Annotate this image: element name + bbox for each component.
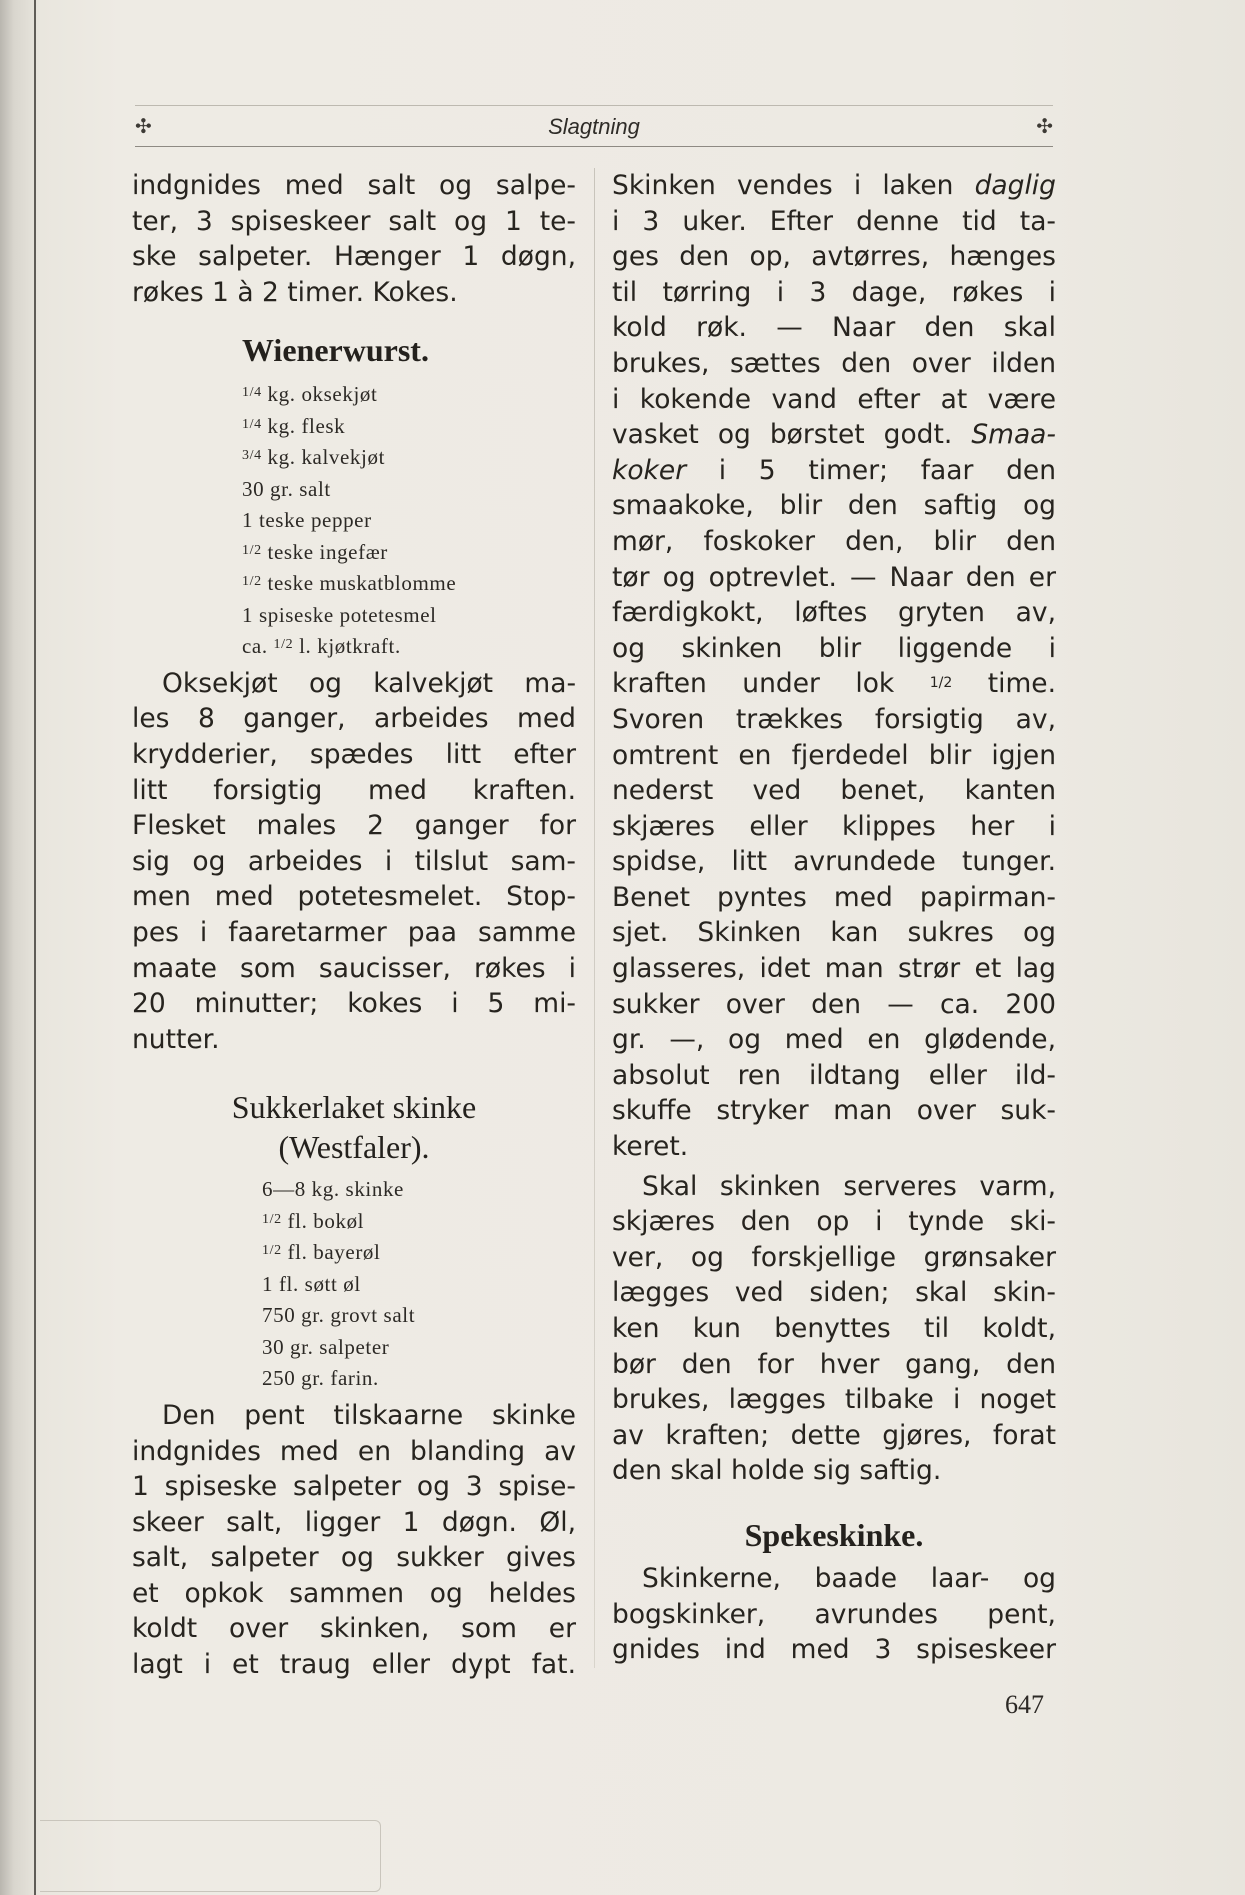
- text-line: Skal skinken serveres varm,: [642, 1170, 1056, 1202]
- text-line: vasket og børstet godt. Smaa-: [612, 419, 1056, 451]
- paragraph-serveres: [612, 1169, 1056, 1489]
- text-line: men med potetesmelet. Stop-: [132, 881, 576, 913]
- ingredient-item: $^{3/4}$ kg. kalvekjøt: [242, 445, 385, 470]
- text-line: Flesket males 2 ganger for: [132, 810, 576, 842]
- ingredient-item: $^{1/4}$ kg. oksekjøt: [242, 382, 378, 407]
- page-number: 647: [1005, 1690, 1044, 1719]
- running-header: [135, 105, 1053, 147]
- binding-edge: [34, 0, 36, 1895]
- text-line: pes i faaretarmer paa samme: [132, 917, 576, 949]
- ingredient-list-sukkerlaket: [262, 1173, 576, 1394]
- text-line: kold røk. — Naar den skal: [612, 312, 1056, 344]
- text-line: kraften under lok 1/2 time.: [612, 668, 1056, 700]
- text-line: skjæres den op i tynde ski-: [612, 1206, 1056, 1238]
- text-line: bør den for hver gang, den: [612, 1348, 1056, 1380]
- ingredient-item: $^{1/4}$ kg. flesk: [242, 413, 346, 438]
- text-line: ter, 3 spiseskeer salt og 1 te-: [132, 205, 576, 237]
- heading-line: (Westfaler).: [278, 1129, 430, 1166]
- text-line: i 3 uker. Efter denne tid ta-: [612, 205, 1056, 237]
- text-line: sjet. Skinken kan sukres og: [612, 917, 1056, 949]
- ingredient-item: ca. $^{1/2}$ l. kjøtkraft.: [242, 634, 401, 659]
- text-line: Skinken vendes i laken daglig: [612, 170, 1056, 201]
- recipe-heading-wienerwurst: Wienerwurst.: [242, 332, 429, 369]
- text-line: Den pent tilskaarne skinke: [162, 1399, 576, 1431]
- heading-line: Sukkerlaket skinke: [231, 1089, 477, 1126]
- running-title: Slagtning: [548, 114, 640, 139]
- text-line: glasseres, idet man strør et lag: [612, 953, 1056, 985]
- page-tab-outline: [40, 1820, 381, 1892]
- text-line: 20 minutter; kokes i 5 mi-: [132, 988, 576, 1020]
- text-line: til tørring i 3 dage, røkes i: [612, 276, 1056, 308]
- ingredient-item: 1 fl. søtt øl: [262, 1271, 361, 1296]
- intro-paragraph: [132, 168, 576, 310]
- text-line: lagt i et traug eller dypt fat.: [132, 1649, 576, 1681]
- text-line: koldt over skinken, som er: [132, 1613, 576, 1645]
- text-line: nederst ved benet, kanten: [612, 775, 1056, 807]
- text-line: gnides ind med 3 spiseskeer: [612, 1634, 1056, 1666]
- text-line: brukes, sættes den over ilden: [612, 347, 1056, 379]
- text-line: maate som saucisser, røkes i: [132, 952, 576, 984]
- text-line: lægges ved siden; skal skin-: [612, 1277, 1056, 1309]
- method-paragraph-wienerwurst: [132, 666, 576, 1058]
- text-line: indgnides med salt og salpe-: [132, 170, 576, 201]
- text-line: tør og optrevlet. — Naar den er: [612, 561, 1056, 593]
- text-line: mør, foskoker den, blir den: [612, 525, 1056, 557]
- text-line: røkes 1 à 2 timer. Kokes.: [132, 276, 458, 308]
- text-line: smaakoke, blir den saftig og: [612, 490, 1056, 522]
- ingredient-item: $^{1/2}$ teske muskatblomme: [242, 571, 457, 596]
- column-divider: [594, 168, 595, 1668]
- text-line: bogskinker, avrundes pent,: [612, 1598, 1056, 1630]
- text-line: ske salpeter. Hænger 1 døgn,: [132, 241, 576, 273]
- ornament-right-icon: ✣: [1036, 114, 1053, 138]
- text-line: og skinken blir liggende i: [612, 632, 1056, 664]
- ingredient-item: 30 gr. salpeter: [262, 1334, 390, 1359]
- ingredient-item: 30 gr. salt: [242, 476, 331, 501]
- text-line: Skinkerne, baade laar- og: [642, 1562, 1056, 1594]
- text-line: nutter.: [132, 1023, 220, 1055]
- ingredient-item: $^{1/2}$ teske ingefær: [242, 539, 388, 564]
- ingredient-item: 1 teske pepper: [242, 508, 372, 533]
- text-line: sig og arbeides i tilslut sam-: [132, 845, 576, 877]
- text-line: gr. —, og med en glødende,: [612, 1024, 1056, 1056]
- ingredient-item: 250 gr. farin.: [262, 1366, 379, 1391]
- text-line: Benet pyntes med papirman-: [612, 881, 1056, 913]
- text-line: absolut ren ildtang eller ild-: [612, 1059, 1056, 1091]
- ingredient-item: 6—8 kg. skinke: [262, 1177, 404, 1202]
- text-line: les 8 ganger, arbeides med: [132, 703, 576, 735]
- recipe-heading-sukkerlaket: [132, 1087, 576, 1167]
- text-line: skjæres eller klippes her i: [612, 810, 1056, 842]
- paragraph-laken: [612, 168, 1056, 1165]
- text-line: koker i 5 timer; faar den: [612, 454, 1056, 486]
- ingredient-item: 750 gr. grovt salt: [262, 1303, 416, 1328]
- paragraph-spekeskinke: [612, 1561, 1056, 1668]
- text-line: Svoren trækkes forsigtig av,: [612, 703, 1056, 735]
- text-line: keret.: [612, 1131, 689, 1163]
- text-line: spidse, litt avrundede tunger.: [612, 846, 1056, 878]
- text-line: færdigkokt, løftes gryten av,: [612, 597, 1056, 629]
- recipe-heading-spekeskinke: Spekeskinke.: [744, 1516, 924, 1553]
- ingredient-item: $^{1/2}$ fl. bayerøl: [262, 1240, 381, 1265]
- text-line: i kokende vand efter at være: [612, 383, 1056, 415]
- ingredient-list-wienerwurst: [242, 378, 576, 662]
- text-line: 1 spiseske salpeter og 3 spise-: [132, 1471, 576, 1503]
- text-line: brukes, lægges tilbake i noget: [612, 1384, 1056, 1416]
- text-line: Oksekjøt og kalvekjøt ma-: [162, 667, 576, 699]
- text-line: sukker over den — ca. 200: [612, 988, 1056, 1020]
- text-line: ken kun benyttes til koldt,: [612, 1313, 1056, 1344]
- text-line: den skal holde sig saftig.: [612, 1455, 942, 1487]
- text-line: indgnides med en blanding av: [132, 1435, 576, 1467]
- text-line: ges den op, avtørres, hænges: [612, 241, 1056, 273]
- text-line: salt, salpeter og sukker gives: [132, 1542, 576, 1574]
- ingredient-item: 1 spiseske potetesmel: [242, 602, 437, 627]
- text-line: av kraften; dette gjøres, forat: [612, 1419, 1056, 1451]
- text-line: omtrent en fjerdedel blir igjen: [612, 739, 1056, 771]
- text-line: et opkok sammen og heldes: [132, 1577, 576, 1609]
- text-line: ver, og forskjellige grønsaker: [612, 1241, 1056, 1273]
- ornament-left-icon: ✣: [135, 114, 152, 138]
- ingredient-item: $^{1/2}$ fl. bokøl: [262, 1208, 365, 1233]
- text-line: skuffe stryker man over suk-: [612, 1095, 1056, 1127]
- left-column: [132, 168, 576, 1683]
- text-line: skeer salt, ligger 1 døgn. Øl,: [132, 1506, 576, 1538]
- method-paragraph-sukkerlaket: [132, 1398, 576, 1683]
- text-line: krydderier, spædes litt efter: [132, 739, 576, 771]
- text-line: litt forsigtig med kraften.: [132, 774, 576, 806]
- right-column: [612, 168, 1056, 1668]
